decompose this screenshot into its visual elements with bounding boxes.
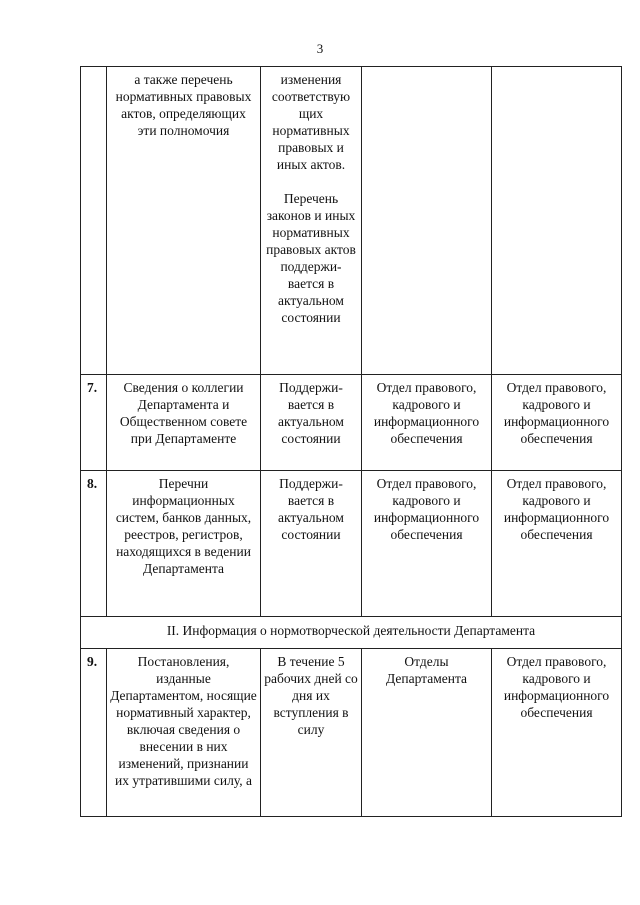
row-number-cell: 8. [81,471,107,617]
update-frequency-cell: Поддержи-вается в актуальном состоянии [261,471,362,617]
update-frequency-cell: В течение 5 рабочих дней со дня их вступления в силу [261,649,362,817]
responsible-unit-cell: Отдел правового, кадрового и информационного обеспечения [362,471,492,617]
row-number-cell: 9. [81,649,107,817]
update-frequency-cell [261,67,362,375]
publishing-unit-cell [492,67,622,375]
table-row [81,471,622,617]
row-number-cell [81,67,107,375]
information-type-cell: Постановления, изданные Департаментом, носящие нормативный характер, включая сведения о внесении в них изменений, признании их утратившими силу, а [107,649,261,817]
table-row [81,375,622,471]
publishing-unit-cell: Отдел правового, кадрового и информационного обеспечения [492,375,622,471]
update-frequency-text: изменения соответствую щих нормативных правовых и иных актов. [271,72,351,172]
responsible-unit-cell [362,67,492,375]
publishing-unit-cell: Отдел правового, кадрового и информационного обеспечения [492,649,622,817]
row-number-cell: 7. [81,375,107,471]
information-type-cell: Перечни информационных систем, банков данных, реестров, регистров, находящихся в ведении Департамента [107,471,261,617]
responsible-unit-cell: Отделы Департамента [362,649,492,817]
section-heading: II. Информация о нормотворческой деятельности Департамента [81,617,622,649]
information-type-cell: Сведения о коллегии Департамента и Общественном совете при Департаменте [107,375,261,471]
table-row [81,67,622,375]
responsible-unit-cell: Отдел правового, кадрового и информационного обеспечения [362,375,492,471]
table-row [81,649,622,817]
update-frequency-cell: Поддержи-вается в актуальном состоянии [261,375,362,471]
section-heading-row [81,617,622,649]
information-table [80,66,622,817]
page-number: 3 [316,41,324,56]
publishing-unit-cell: Отдел правового, кадрового и информационного обеспечения [492,471,622,617]
information-type-cell: а также перечень нормативных правовых актов, определяющих эти полномочия [107,67,261,375]
update-frequency-text: Перечень законов и иных нормативных правовых актов поддержи-вается в актуальном состоянии [266,191,356,325]
